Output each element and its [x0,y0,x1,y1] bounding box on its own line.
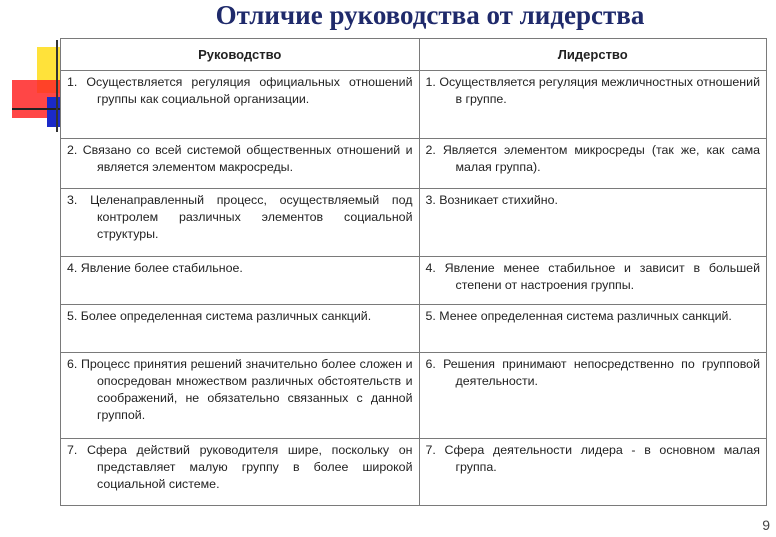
table-cell-leadership [419,257,767,305]
cell-text: 2. Является элементом микросреды (так же, как сама малая группа). [425,143,760,174]
cell-text: 5. Менее определенная система различных санкций. [425,309,732,323]
slide-title: Отличие руководства от лидерства [215,0,645,30]
cell-text: 5. Более определенная система различных санкций. [67,309,372,323]
cell-text: 1. Осуществляется регуляция межличностных отношений в группе. [425,75,760,106]
table-cell-management [61,353,420,439]
cell-text: 4. Явление менее стабильное и зависит в большей степени от настроения группы. [425,261,760,292]
cell-text: 6. Процесс принятия решений значительно более сложен и опосредован множеством различных обстоятельств и соображений, не обязательно связанных с данной группой. [67,357,413,422]
table-header-row [61,39,767,71]
table-cell-leadership [419,353,767,439]
table-cell-management [61,71,420,139]
header-leadership: Лидерство [419,39,767,71]
cell-text: 6. Решения принимают непосредственно по групповой деятельности. [425,357,760,388]
table-cell-management [61,257,420,305]
table-cell-leadership [419,71,767,139]
cell-text: 7. Сфера действий руководителя шире, поскольку он представляет малую группу в более широкой социальной системе. [67,443,413,491]
cell-text: 3. Целенаправленный процесс, осуществляемый под контролем различных элементов социальной структуры. [67,193,413,241]
cell-text: 1. Осуществляется регуляция официальных отношений группы как социальной организации. [67,75,413,106]
table-cell-management [61,439,420,506]
table-row [61,139,767,189]
comparison-table [60,38,767,506]
page-number: 9 [762,517,770,533]
table-row [61,257,767,305]
decor-blue-bar [47,97,61,127]
table-cell-leadership [419,439,767,506]
table-cell-management [61,139,420,189]
table-row [61,71,767,139]
table-row [61,189,767,257]
decor-vertical-line [56,40,58,132]
table-row [61,439,767,506]
cell-text: 2. Связано со всей системой общественных отношений и является элементом макросреды. [67,143,413,174]
header-management: Руководство [61,39,420,71]
table-cell-leadership [419,189,767,257]
table-row [61,353,767,439]
cell-text: 4. Явление более стабильное. [67,261,243,275]
cell-text: 7. Сфера деятельности лидера - в основном малая группа. [425,443,760,474]
cell-text: 3. Возникает стихийно. [425,193,558,207]
table-cell-management [61,305,420,353]
table-cell-management [61,189,420,257]
table-cell-leadership [419,305,767,353]
table-cell-leadership [419,139,767,189]
table-row [61,305,767,353]
